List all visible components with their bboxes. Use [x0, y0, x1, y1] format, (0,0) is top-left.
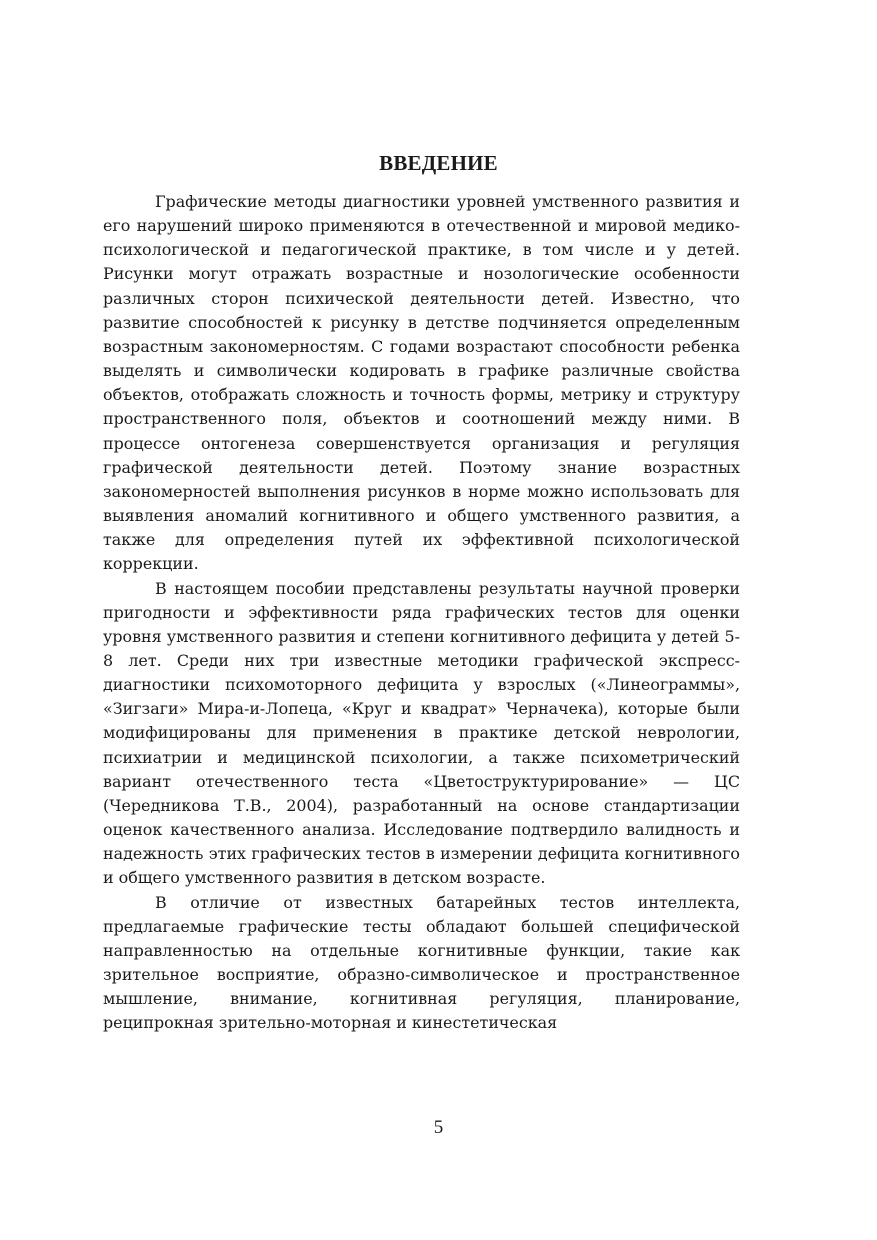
page-number: 5: [433, 1117, 444, 1138]
paragraph-1: Графические методы диагностики уровней умственного развития и его нарушений широко применяются в отечественной и мировой медико-психологической и педагогической практике, в том числе и у детей. Рисунки могут отражать возрастные и нозологические особенности различных сторон психической деятельности детей. Известно, что развитие способностей к рисунку в детстве подчиняется определенным возрастным закономерностям. С годами возрастают способности ребенка выделять и символически кодировать в графике различные свойства объектов, отображать сложность и точность формы, метрику и структуру пространственного поля, объектов и соотношений между ними. В процессе онтогенеза совершенствуется организация и регуляция графической деятельности детей. Поэтому знание возрастных закономерностей выполнения рисунков в норме можно использовать для выявления аномалий когнитивного и общего умственного развития, а также для определения путей их эффективной психологической коррекции.: [103, 192, 740, 574]
body-text: [103, 190, 740, 1035]
paragraph-2: В настоящем пособии представлены результаты научной проверки пригодности и эффективности ряда графических тестов для оценки уровня умственного развития и степени когнитивного дефицита у детей 5-8 лет. Среди них три известные методики графической экспресс-диагностики психомоторного дефицита у взрослых («Линеограммы», «Зигзаги» Мира-и-Лопеца, «Круг и квадрат» Черначека), которые были модифицированы для применения в практике детской неврологии, психиатрии и медицинской психологии, а также психометрический вариант отечественного теста «Цветоструктурирование» — ЦС (Чередникова Т.В., 2004), разработанный на основе стандартизации оценок качественного анализа. Исследование подтвердило валидность и надежность этих графических тестов в измерении дефицита когнитивного и общего умственного развития в детском возрасте.: [103, 578, 740, 888]
page-title: ВВЕДЕНИЕ: [379, 151, 498, 175]
paragraph-3: В отличие от известных батарейных тестов интеллекта, предлагаемые графические тесты обладают большей специфической направленностью на отдельные когнитивные функции, такие как зрительное восприятие, образно-символическое и пространственное мышление, внимание, когнитивная регуляция, планирование, реципрокная зрительно-моторная и кинестетическая: [103, 892, 740, 1033]
